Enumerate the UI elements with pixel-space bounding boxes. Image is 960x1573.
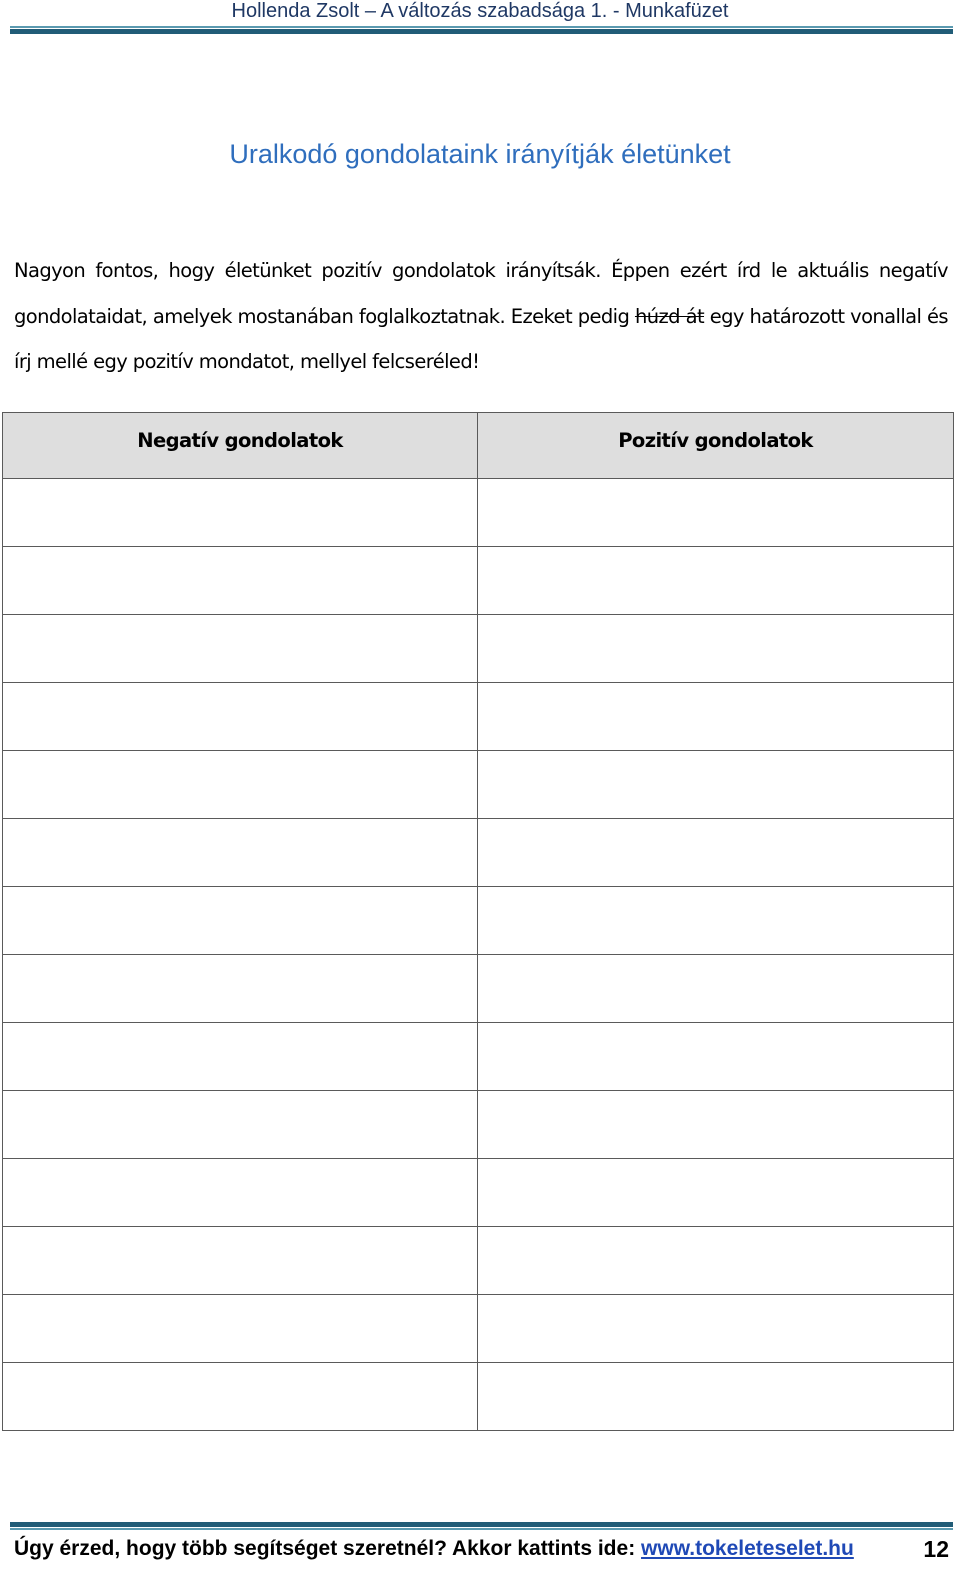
cell-positive-thought[interactable] [478,1023,954,1091]
cell-positive-thought[interactable] [478,1159,954,1227]
footer-rule-thin [10,1528,953,1530]
table-row [3,887,954,955]
cell-positive-thought[interactable] [478,1227,954,1295]
table-row [3,1295,954,1363]
cell-positive-thought[interactable] [478,1295,954,1363]
footer-rule [10,1522,953,1531]
running-header: Hollenda Zsolt – A változás szabadsága 1. - Munkafüzet [231,0,729,22]
cell-positive-thought[interactable] [478,479,954,547]
cell-positive-thought[interactable] [478,887,954,955]
cell-positive-thought[interactable] [478,615,954,683]
table-row [3,819,954,887]
table-row [3,683,954,751]
cell-positive-thought[interactable] [478,751,954,819]
cell-negative-thought[interactable] [3,1159,478,1227]
table-row [3,1023,954,1091]
cell-negative-thought[interactable] [3,479,478,547]
cell-negative-thought[interactable] [3,547,478,615]
page-number: 12 [923,1536,949,1562]
thoughts-table [2,412,954,1431]
cell-negative-thought[interactable] [3,1363,478,1431]
cell-negative-thought[interactable] [3,1295,478,1363]
cell-negative-thought[interactable] [3,1091,478,1159]
cell-negative-thought[interactable] [3,887,478,955]
table-header-row [3,413,954,479]
column-header-negative: Negatív gondolatok [3,413,478,479]
intro-strikethrough: húzd át [634,304,705,328]
table-row [3,751,954,819]
intro-paragraph [14,248,948,385]
cell-negative-thought[interactable] [3,683,478,751]
table-row [3,615,954,683]
cell-negative-thought[interactable] [3,1227,478,1295]
column-header-positive: Pozitív gondolatok [478,413,954,479]
table-body [3,479,954,1431]
footer [14,1535,949,1565]
cell-negative-thought[interactable] [3,955,478,1023]
cell-negative-thought[interactable] [3,819,478,887]
table-row [3,1227,954,1295]
table-row [3,479,954,547]
table-row [3,1363,954,1431]
cell-positive-thought[interactable] [478,955,954,1023]
cell-positive-thought[interactable] [478,1363,954,1431]
cell-negative-thought[interactable] [3,751,478,819]
cell-positive-thought[interactable] [478,1091,954,1159]
table-row [3,955,954,1023]
cell-positive-thought[interactable] [478,547,954,615]
table-row [3,1091,954,1159]
footer-website-link[interactable]: www.tokeleteselet.hu [641,1537,854,1560]
header-rule-thin [10,26,953,28]
table-row [3,547,954,615]
cell-positive-thought[interactable] [478,819,954,887]
cell-negative-thought[interactable] [3,1023,478,1091]
footer-text: Úgy érzed, hogy több segítséget szeretnél? Akkor kattints ide: [14,1537,642,1560]
cell-positive-thought[interactable] [478,683,954,751]
intro-text-1: Nagyon fontos, hogy életünket pozitív gondolatok irányítsák. Éppen ezért írd le aktuális negatív gondolataidat, amelyek mostanában foglalkoztatnak. Ezeket pedig [14,259,948,328]
header-rule [10,26,953,34]
intro-text-2: egy határozott vonallal és írj mellé egy pozitív mondatot, mellyel felcseréled! [14,304,948,373]
table-row [3,1159,954,1227]
footer-rule-thick [10,1522,953,1527]
cell-negative-thought[interactable] [3,615,478,683]
page-title: Uralkodó gondolataink irányítják életünket [229,139,731,169]
header-rule-thick [10,29,953,34]
